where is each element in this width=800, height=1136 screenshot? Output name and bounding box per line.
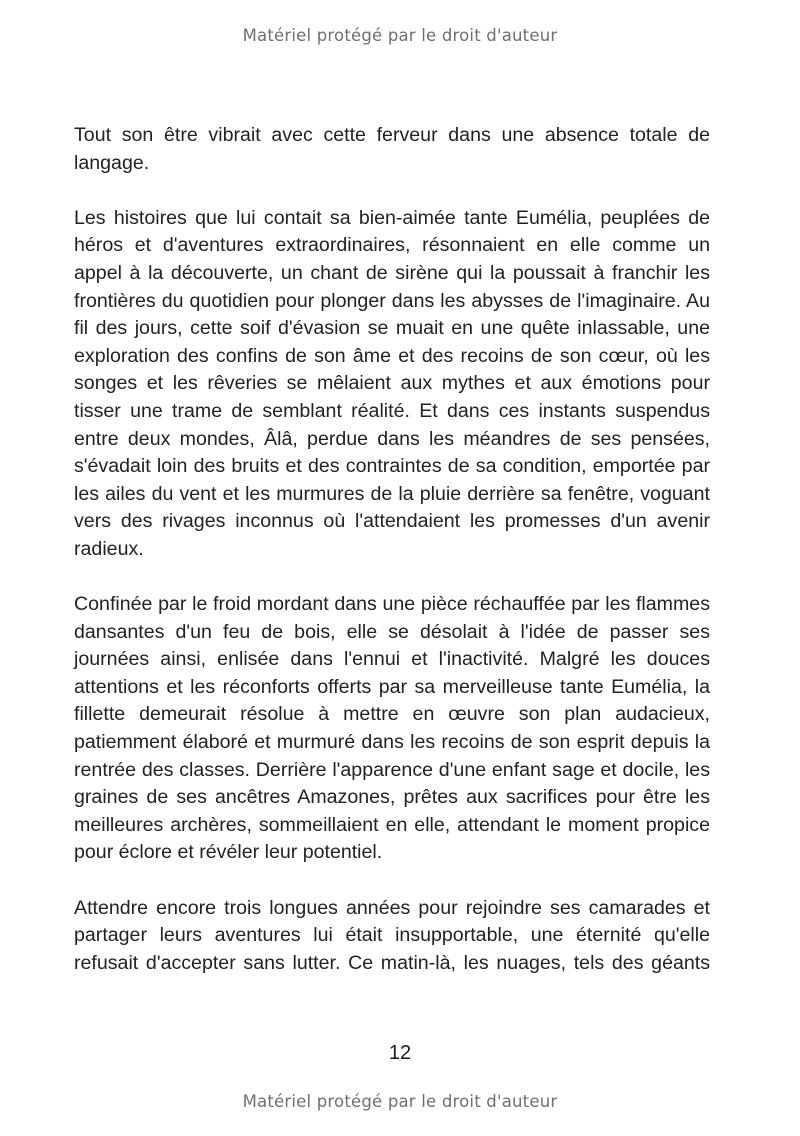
paragraph-2: Les histoires que lui contait sa bien-aimée tante Eumélia, peuplées de héros et d'aventures extraordinaires, résonnaient en elle comme un appel à la découverte, un chant de sirène qui la poussait à franchir les frontières du quotidien pour plonger dans les abysses de l'imaginaire. Au fil des jours, cette soif d'évasion se muait en une quête inlassable, une exploration des confins de son âme et des recoins de son cœur, où les songes et les rêveries se mêlaient aux mythes et aux émotions pour tisser une trame de semblant réalité. Et dans ces instants suspendus entre deux mondes, Âlâ, perdue dans les méandres de ses pensées, s'évadait loin des bruits et des contraintes de sa condition, emportée par les ailes du vent et les murmures de la pluie derrière sa fenêtre, voguant vers des rivages inconnus où l'attendaient les promesses d'un avenir radieux.	[74, 206, 710, 560]
paragraph-1: Tout son être vibrait avec cette ferveur dans une absence totale de langage.	[74, 124, 710, 174]
page-body	[74, 122, 710, 977]
page-number: 12	[388, 1042, 412, 1064]
copyright-footer: Matériel protégé par le droit d'auteur	[242, 1092, 558, 1111]
copyright-header: Matériel protégé par le droit d'auteur	[242, 26, 558, 45]
paragraph-4: Attendre encore trois longues années pour rejoindre ses camarades et partager leurs aventures lui était insupportable, une éternité qu'elle refusait d'accepter sans lutter. Ce matin-là, les nuages, tels des géants	[74, 896, 710, 974]
paragraph-3: Confinée par le froid mordant dans une pièce réchauffée par les flammes dansantes d'un feu de bois, elle se désolait à l'idée de passer ses journées ainsi, enlisée dans l'ennui et l'inactivité. Malgré les douces attentions et les réconforts offerts par sa merveilleuse tante Eumélia, la fillette demeurait résolue à mettre en œuvre son plan audacieux, patiemment élaboré et murmuré dans les recoins de son esprit depuis la rentrée des classes. Derrière l'apparence d'une enfant sage et docile, les graines de ses ancêtres Amazones, prêtes aux sacrifices pour être les meilleures archères, sommeillaient en elle, attendant le moment propice pour éclore et révéler leur potentiel.	[74, 593, 710, 864]
